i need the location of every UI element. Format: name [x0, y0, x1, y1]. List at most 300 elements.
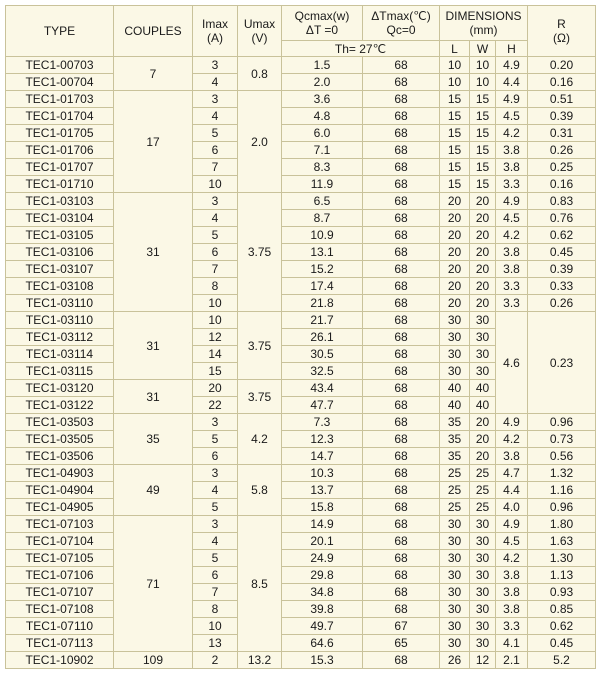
cell-imax: 4: [193, 74, 238, 91]
cell-type: TEC1-07104: [6, 533, 114, 550]
cell-umax: 2.0: [238, 91, 282, 193]
cell-dtmax: 68: [363, 652, 440, 669]
header-th-condition: Th= 27℃: [282, 41, 440, 57]
cell-dim-w: 30: [470, 584, 496, 601]
cell-dim-h: 4.9: [496, 516, 528, 533]
cell-imax: 2: [193, 652, 238, 669]
cell-dtmax: 68: [363, 227, 440, 244]
cell-imax: 5: [193, 125, 238, 142]
cell-dim-w: 30: [470, 550, 496, 567]
cell-type: TEC1-01710: [6, 176, 114, 193]
cell-dim-w: 30: [470, 601, 496, 618]
header-imax: [193, 6, 238, 57]
header-dim-l: L: [440, 41, 470, 57]
cell-dtmax: 68: [363, 142, 440, 159]
cell-umax: 3.75: [238, 380, 282, 414]
header-dimensions-unit: (mm): [469, 23, 498, 37]
cell-imax: 20: [193, 380, 238, 397]
cell-type: TEC1-07113: [6, 635, 114, 652]
cell-dim-w: 15: [470, 108, 496, 125]
cell-dtmax: 67: [363, 618, 440, 635]
cell-r: 0.33: [528, 278, 596, 295]
cell-dim-h: 4.1: [496, 635, 528, 652]
cell-dtmax: 68: [363, 210, 440, 227]
cell-dim-w: 20: [470, 261, 496, 278]
table-row: [6, 601, 596, 618]
cell-imax: 8: [193, 601, 238, 618]
cell-r: 0.96: [528, 499, 596, 516]
cell-type: TEC1-03114: [6, 346, 114, 363]
cell-qcmax: 13.7: [282, 482, 363, 499]
cell-dtmax: 68: [363, 499, 440, 516]
cell-imax: 3: [193, 91, 238, 108]
cell-dim-w: 12: [470, 652, 496, 669]
header-r: [528, 6, 596, 57]
cell-umax: 4.2: [238, 414, 282, 465]
cell-dim-w: 30: [470, 329, 496, 346]
cell-qcmax: 47.7: [282, 397, 363, 414]
cell-dtmax: 68: [363, 567, 440, 584]
cell-dim-w: 25: [470, 465, 496, 482]
cell-dtmax: 68: [363, 176, 440, 193]
cell-dim-w: 30: [470, 312, 496, 329]
cell-couples: 31: [114, 193, 193, 312]
cell-dim-l: 35: [440, 448, 470, 465]
cell-dim-h: 3.8: [496, 601, 528, 618]
cell-couples: 31: [114, 380, 193, 414]
table-row: [6, 57, 596, 74]
cell-imax: 22: [193, 397, 238, 414]
cell-qcmax: 14.7: [282, 448, 363, 465]
table-row: [6, 448, 596, 465]
cell-r: 0.56: [528, 448, 596, 465]
cell-dim-l: 20: [440, 210, 470, 227]
table-row: [6, 550, 596, 567]
cell-dim-w: 20: [470, 210, 496, 227]
cell-dim-h: 4.2: [496, 431, 528, 448]
cell-imax: 5: [193, 227, 238, 244]
cell-dtmax: 68: [363, 346, 440, 363]
cell-dim-l: 35: [440, 414, 470, 431]
cell-type: TEC1-03122: [6, 397, 114, 414]
cell-imax: 12: [193, 329, 238, 346]
cell-dtmax: 68: [363, 414, 440, 431]
cell-qcmax: 15.8: [282, 499, 363, 516]
cell-dtmax: 68: [363, 193, 440, 210]
cell-qcmax: 39.8: [282, 601, 363, 618]
cell-dim-l: 30: [440, 601, 470, 618]
cell-dim-l: 20: [440, 278, 470, 295]
table-row: [6, 244, 596, 261]
cell-r: 0.20: [528, 57, 596, 74]
cell-qcmax: 6.5: [282, 193, 363, 210]
cell-dim-l: 15: [440, 108, 470, 125]
table-row: [6, 635, 596, 652]
cell-r: 0.16: [528, 74, 596, 91]
cell-dtmax: 68: [363, 431, 440, 448]
cell-dim-w: 30: [470, 618, 496, 635]
cell-dtmax: 68: [363, 516, 440, 533]
table-row: [6, 584, 596, 601]
cell-couples: 49: [114, 465, 193, 516]
cell-dim-l: 15: [440, 176, 470, 193]
cell-dim-l: 15: [440, 125, 470, 142]
table-row: [6, 499, 596, 516]
header-dtmax-label: ΔTmax(℃): [371, 9, 431, 23]
cell-dim-w: 20: [470, 431, 496, 448]
cell-r: 0.45: [528, 244, 596, 261]
cell-imax: 3: [193, 57, 238, 74]
cell-dim-w: 25: [470, 482, 496, 499]
table-row: [6, 74, 596, 91]
cell-dtmax: 68: [363, 74, 440, 91]
cell-r: 0.45: [528, 635, 596, 652]
cell-dtmax: 68: [363, 295, 440, 312]
cell-dim-w: 30: [470, 363, 496, 380]
cell-dim-l: 35: [440, 431, 470, 448]
header-dimensions: [440, 6, 528, 41]
cell-dim-w: 30: [470, 533, 496, 550]
cell-r: 0.62: [528, 227, 596, 244]
cell-dim-h: 3.8: [496, 448, 528, 465]
cell-couples: 17: [114, 91, 193, 193]
cell-dim-h: 4.5: [496, 108, 528, 125]
table-row: [6, 295, 596, 312]
cell-dim-l: 25: [440, 499, 470, 516]
cell-r: 0.83: [528, 193, 596, 210]
cell-r: 0.73: [528, 431, 596, 448]
cell-dtmax: 68: [363, 108, 440, 125]
cell-dim-l: 30: [440, 584, 470, 601]
table-row: [6, 108, 596, 125]
cell-dim-h: 4.9: [496, 193, 528, 210]
header-dtmax: [363, 6, 440, 41]
cell-r: 1.30: [528, 550, 596, 567]
cell-type: TEC1-01707: [6, 159, 114, 176]
cell-couples: 35: [114, 414, 193, 465]
cell-dim-h: 4.4: [496, 482, 528, 499]
cell-r: 1.32: [528, 465, 596, 482]
cell-dim-l: 30: [440, 618, 470, 635]
cell-qcmax: 6.0: [282, 125, 363, 142]
cell-dtmax: 68: [363, 244, 440, 261]
cell-r: 0.26: [528, 142, 596, 159]
cell-type: TEC1-07106: [6, 567, 114, 584]
table-row: [6, 652, 596, 669]
cell-type: TEC1-00704: [6, 74, 114, 91]
cell-type: TEC1-03107: [6, 261, 114, 278]
cell-r: 0.76: [528, 210, 596, 227]
header-r-label: R: [557, 17, 566, 31]
table-row: [6, 176, 596, 193]
cell-dim-h: 3.8: [496, 244, 528, 261]
cell-qcmax: 7.1: [282, 142, 363, 159]
table-row: [6, 193, 596, 210]
header-dimensions-label: DIMENSIONS: [445, 9, 522, 23]
cell-r: 0.23: [528, 312, 596, 414]
cell-qcmax: 49.7: [282, 618, 363, 635]
header-umax-label: Umax: [243, 17, 276, 31]
cell-dim-h: 2.1: [496, 652, 528, 669]
cell-type: TEC1-01706: [6, 142, 114, 159]
cell-imax: 5: [193, 550, 238, 567]
cell-r: 0.39: [528, 108, 596, 125]
cell-dim-h: 3.8: [496, 567, 528, 584]
cell-dtmax: 68: [363, 482, 440, 499]
cell-dim-h: 4.2: [496, 125, 528, 142]
cell-imax: 13: [193, 635, 238, 652]
table-row: [6, 278, 596, 295]
cell-dim-l: 25: [440, 482, 470, 499]
cell-dim-w: 15: [470, 142, 496, 159]
cell-dim-h: 4.5: [496, 210, 528, 227]
cell-imax: 15: [193, 363, 238, 380]
cell-qcmax: 10.3: [282, 465, 363, 482]
cell-type: TEC1-03115: [6, 363, 114, 380]
table-row: [6, 142, 596, 159]
cell-qcmax: 3.6: [282, 91, 363, 108]
table-body: [6, 57, 596, 669]
cell-dtmax: 68: [363, 380, 440, 397]
header-qcmax-label: Qcmax(w): [294, 9, 350, 23]
cell-dim-w: 20: [470, 448, 496, 465]
cell-type: TEC1-03106: [6, 244, 114, 261]
cell-r: 0.25: [528, 159, 596, 176]
cell-couples: 7: [114, 57, 193, 91]
cell-r: 0.62: [528, 618, 596, 635]
cell-dtmax: 68: [363, 601, 440, 618]
cell-dim-w: 20: [470, 414, 496, 431]
cell-type: TEC1-03120: [6, 380, 114, 397]
header-type: TYPE: [6, 6, 114, 57]
cell-r: 0.93: [528, 584, 596, 601]
cell-r: 0.96: [528, 414, 596, 431]
cell-dtmax: 68: [363, 329, 440, 346]
cell-dim-h: 4.4: [496, 74, 528, 91]
cell-qcmax: 15.3: [282, 652, 363, 669]
cell-r: 0.39: [528, 261, 596, 278]
header-imax-label: Imax: [201, 17, 228, 31]
cell-dtmax: 68: [363, 159, 440, 176]
table-row: [6, 227, 596, 244]
cell-umax: 13.2: [238, 652, 282, 669]
cell-imax: 3: [193, 414, 238, 431]
cell-imax: 10: [193, 176, 238, 193]
cell-dim-h: 3.8: [496, 584, 528, 601]
header-dim-w: W: [470, 41, 496, 57]
cell-dim-h: 4.2: [496, 550, 528, 567]
cell-dim-h: 4.5: [496, 533, 528, 550]
cell-type: TEC1-03112: [6, 329, 114, 346]
cell-imax: 6: [193, 142, 238, 159]
cell-dtmax: 68: [363, 448, 440, 465]
table-row: [6, 91, 596, 108]
cell-dim-h: 3.8: [496, 159, 528, 176]
cell-type: TEC1-03103: [6, 193, 114, 210]
cell-qcmax: 4.8: [282, 108, 363, 125]
cell-dtmax: 65: [363, 635, 440, 652]
cell-dim-l: 30: [440, 516, 470, 533]
cell-dim-l: 20: [440, 295, 470, 312]
cell-qcmax: 29.8: [282, 567, 363, 584]
cell-qcmax: 21.7: [282, 312, 363, 329]
cell-qcmax: 24.9: [282, 550, 363, 567]
cell-dim-l: 30: [440, 312, 470, 329]
cell-type: TEC1-07107: [6, 584, 114, 601]
cell-dtmax: 68: [363, 584, 440, 601]
cell-dim-l: 20: [440, 261, 470, 278]
cell-umax: 3.75: [238, 193, 282, 312]
cell-dim-w: 30: [470, 567, 496, 584]
cell-dim-l: 30: [440, 329, 470, 346]
cell-dim-h: 3.8: [496, 142, 528, 159]
cell-qcmax: 2.0: [282, 74, 363, 91]
cell-dim-l: 20: [440, 244, 470, 261]
cell-qcmax: 11.9: [282, 176, 363, 193]
cell-r: 1.63: [528, 533, 596, 550]
cell-qcmax: 8.3: [282, 159, 363, 176]
cell-qcmax: 64.6: [282, 635, 363, 652]
cell-dim-w: 20: [470, 193, 496, 210]
table-row: [6, 482, 596, 499]
cell-type: TEC1-04904: [6, 482, 114, 499]
cell-dim-l: 40: [440, 397, 470, 414]
cell-dim-w: 20: [470, 244, 496, 261]
cell-dim-l: 10: [440, 74, 470, 91]
header-qcmax: [282, 6, 363, 41]
cell-dim-w: 40: [470, 397, 496, 414]
cell-dim-l: 30: [440, 533, 470, 550]
cell-dim-h: 3.3: [496, 278, 528, 295]
tec-spec-table: [5, 5, 596, 669]
cell-imax: 6: [193, 448, 238, 465]
cell-type: TEC1-03110: [6, 312, 114, 329]
table-row: [6, 516, 596, 533]
header-umax-unit: (V): [251, 31, 268, 45]
cell-dim-l: 20: [440, 193, 470, 210]
cell-dim-w: 10: [470, 57, 496, 74]
cell-type: TEC1-07108: [6, 601, 114, 618]
cell-type: TEC1-04903: [6, 465, 114, 482]
table-row: [6, 210, 596, 227]
cell-dtmax: 68: [363, 312, 440, 329]
cell-imax: 4: [193, 533, 238, 550]
cell-imax: 4: [193, 210, 238, 227]
cell-dtmax: 68: [363, 278, 440, 295]
cell-type: TEC1-04905: [6, 499, 114, 516]
cell-dtmax: 68: [363, 533, 440, 550]
cell-umax: 5.8: [238, 465, 282, 516]
cell-qcmax: 21.8: [282, 295, 363, 312]
cell-imax: 3: [193, 465, 238, 482]
cell-type: TEC1-03506: [6, 448, 114, 465]
cell-dim-l: 15: [440, 159, 470, 176]
cell-qcmax: 30.5: [282, 346, 363, 363]
cell-couples: 71: [114, 516, 193, 652]
cell-r: 1.16: [528, 482, 596, 499]
cell-imax: 14: [193, 346, 238, 363]
cell-dim-l: 25: [440, 465, 470, 482]
cell-r: 0.26: [528, 295, 596, 312]
cell-type: TEC1-03104: [6, 210, 114, 227]
cell-imax: 3: [193, 193, 238, 210]
cell-imax: 10: [193, 618, 238, 635]
cell-dim-w: 15: [470, 159, 496, 176]
cell-type: TEC1-00703: [6, 57, 114, 74]
cell-imax: 7: [193, 261, 238, 278]
header-umax: [238, 6, 282, 57]
table-row: [6, 465, 596, 482]
cell-dim-l: 30: [440, 363, 470, 380]
cell-dim-w: 15: [470, 176, 496, 193]
cell-dim-l: 26: [440, 652, 470, 669]
cell-type: TEC1-03105: [6, 227, 114, 244]
cell-dim-w: 20: [470, 295, 496, 312]
table-row: [6, 125, 596, 142]
cell-dim-w: 30: [470, 346, 496, 363]
cell-dtmax: 68: [363, 397, 440, 414]
cell-type: TEC1-01704: [6, 108, 114, 125]
cell-imax: 6: [193, 567, 238, 584]
cell-r: 1.80: [528, 516, 596, 533]
cell-dim-l: 15: [440, 142, 470, 159]
cell-dtmax: 68: [363, 550, 440, 567]
cell-type: TEC1-03505: [6, 431, 114, 448]
cell-imax: 7: [193, 584, 238, 601]
cell-qcmax: 7.3: [282, 414, 363, 431]
cell-type: TEC1-03108: [6, 278, 114, 295]
cell-dtmax: 68: [363, 261, 440, 278]
cell-dim-l: 30: [440, 346, 470, 363]
cell-dim-w: 30: [470, 635, 496, 652]
cell-imax: 10: [193, 295, 238, 312]
cell-r: 0.31: [528, 125, 596, 142]
cell-qcmax: 13.1: [282, 244, 363, 261]
cell-dim-l: 30: [440, 567, 470, 584]
cell-dtmax: 68: [363, 91, 440, 108]
header-dtmax-sub: Qc=0: [386, 23, 416, 37]
cell-dim-h: 4.9: [496, 91, 528, 108]
table-row: [6, 431, 596, 448]
cell-dtmax: 68: [363, 125, 440, 142]
cell-umax: 3.75: [238, 312, 282, 380]
table-row: [6, 261, 596, 278]
cell-dim-h: 3.8: [496, 261, 528, 278]
cell-type: TEC1-03503: [6, 414, 114, 431]
table-row: [6, 312, 596, 329]
cell-dim-w: 20: [470, 278, 496, 295]
cell-dim-h: 4.9: [496, 57, 528, 74]
cell-imax: 4: [193, 482, 238, 499]
cell-umax: 0.8: [238, 57, 282, 91]
cell-r: 1.13: [528, 567, 596, 584]
cell-type: TEC1-03110: [6, 295, 114, 312]
cell-qcmax: 8.7: [282, 210, 363, 227]
cell-qcmax: 12.3: [282, 431, 363, 448]
cell-qcmax: 34.8: [282, 584, 363, 601]
table-row: [6, 618, 596, 635]
cell-dim-w: 15: [470, 91, 496, 108]
table-row: [6, 567, 596, 584]
cell-qcmax: 17.4: [282, 278, 363, 295]
cell-imax: 3: [193, 516, 238, 533]
cell-r: 0.85: [528, 601, 596, 618]
header-r-unit: (Ω): [553, 31, 570, 45]
cell-type: TEC1-01703: [6, 91, 114, 108]
cell-couples: 109: [114, 652, 193, 669]
table-row: [6, 414, 596, 431]
cell-dim-h: 4.2: [496, 227, 528, 244]
